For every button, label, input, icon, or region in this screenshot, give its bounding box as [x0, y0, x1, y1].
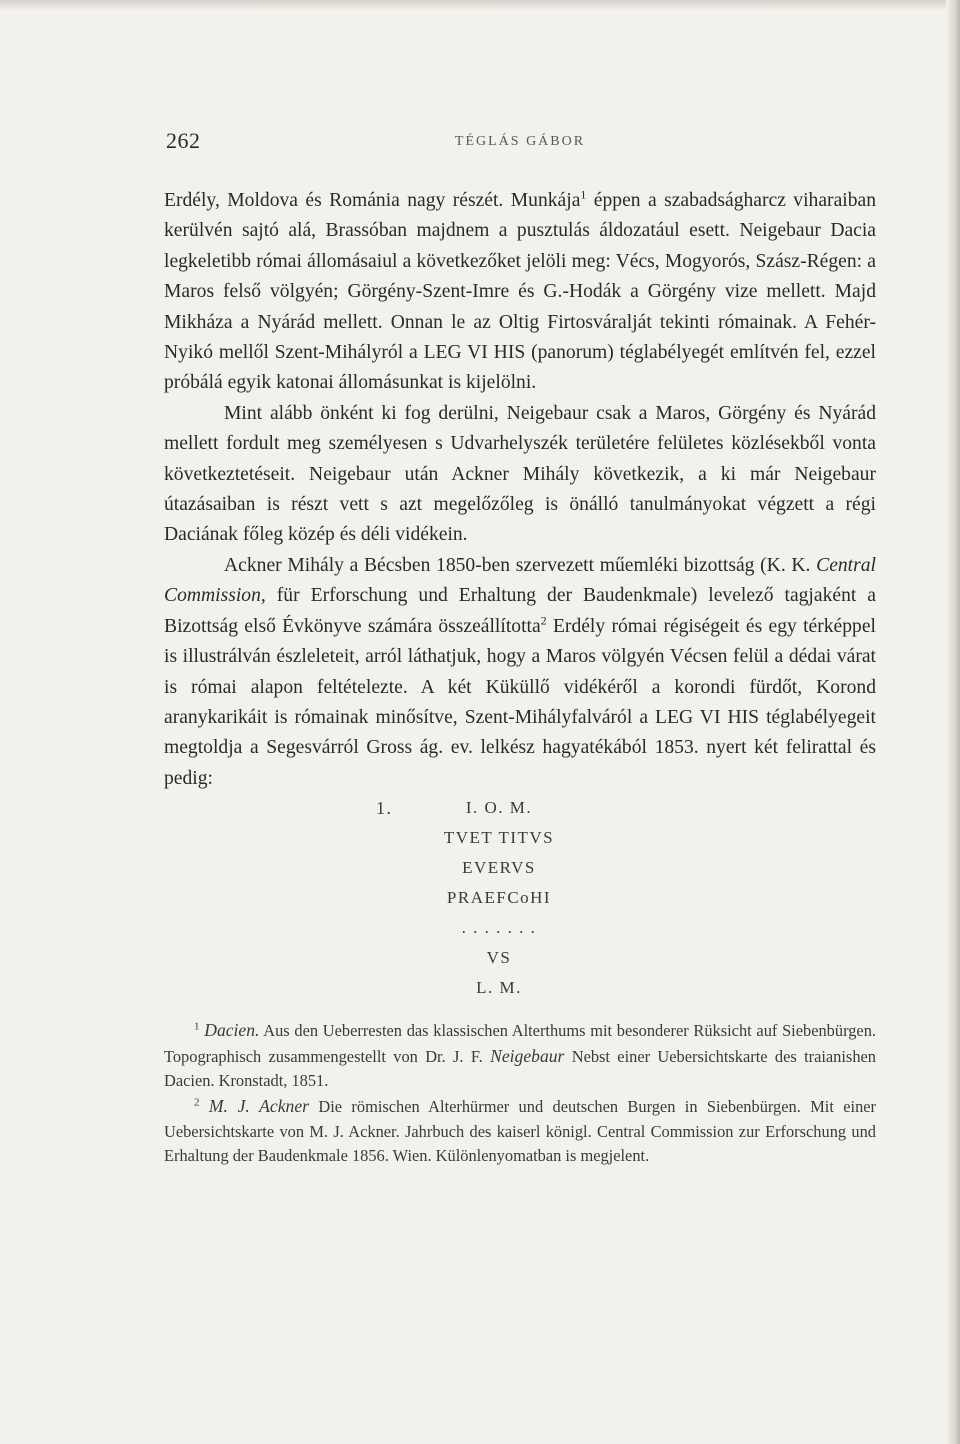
scan-top-edge — [0, 0, 960, 10]
paragraph-3-italic: Central Commission, — [164, 554, 876, 607]
page-header — [164, 128, 876, 168]
inscription-line: TVET TITVS — [443, 828, 555, 848]
inscription-line: . . . . . . . — [461, 918, 537, 938]
paragraph-2-text: Mint alább önként ki fog derülni, Neigebaur csak a Maros, Görgény és Nyárád mellett fordult meg személyesen s Udvarhelyszék területére felületes közlésekből vonta következtetéseit. Neigebaur után Ackner Mihály következik, a ki már Neigebaur útazásaiban is részt vett s azt megelőzőleg is önálló tanulmányokat végzett a régi Daciának főleg közép és déli vidékein. — [164, 402, 876, 546]
footnote-ref-2[interactable]: 2 — [540, 613, 547, 628]
inscription-line: L. M. — [476, 978, 522, 998]
paragraph-3-text-b: für Erforschung und Erhaltung der Baudenkmale) levelező tagjaként a Bizottság első Évkönyve számára összeállította — [164, 585, 876, 637]
inscription-line: PRAEFCoHI — [446, 888, 552, 908]
page-number: 262 — [166, 128, 201, 153]
running-head: TÉGLÁS GÁBOR — [454, 134, 586, 149]
footnote-1 — [164, 1018, 876, 1094]
footnote-1-text-b: Nebst einer Uebersichtskarte des traianishen Dacien. Kronstadt, 1851. — [164, 1046, 876, 1091]
paragraph-3-text-c: Erdély római régiségeit és egy térképpel is illustrálván észleleteit, arról láthatjuk, hogy a Maros völgyén Vécsen felül a dédai várat is római alapon feltételezte. A két Küküllő vidékéről a korondi fürdőt, Korond aranykarikáit is rómainak minősítve, Szent-Mihályfalváról a LEG VI HIS téglabélyegeit megtoldja a Segesvárról Gross ág. ev. lelkész hagyatékából 1853. nyert két felirattal és pedig: — [164, 615, 876, 789]
book-page — [164, 128, 876, 1169]
inscription — [164, 798, 876, 1012]
paragraph-2 — [164, 399, 876, 551]
scan-right-edge — [946, 0, 960, 1444]
inscription-line: I. O. M. — [465, 798, 533, 818]
footnote-1-text-a: Aus den Ueberresten das klassischen Alterthums mit besonderer Rüksicht auf Siebenbürgen. Topographisch zusammengestellt von Dr. J. F. — [164, 1021, 876, 1066]
footnote-1-title: Dacien. — [204, 1020, 260, 1041]
footnotes — [164, 1018, 876, 1169]
footnote-2 — [164, 1094, 876, 1169]
paragraph-3-text-a: Ackner Mihály a Bécsben 1850-ben szervezett műemléki bizottság (K. K. — [224, 554, 817, 576]
footnote-2-author: M. J. Ackner — [208, 1095, 310, 1116]
footnote-1-author: Neigebaur — [490, 1045, 565, 1066]
inscription-line: VS — [486, 948, 512, 968]
footnote-2-mark: 2 — [194, 1096, 200, 1109]
footnote-ref-1[interactable]: 1 — [580, 187, 587, 202]
inscription-number: 1. — [376, 798, 393, 819]
body-text — [164, 186, 876, 794]
paragraph-1 — [164, 186, 876, 399]
paragraph-1-text-a: Erdély, Moldova és Románia nagy részét. Munkája — [164, 190, 581, 211]
inscription-line: EVERVS — [462, 858, 536, 878]
paragraph-3 — [164, 551, 876, 794]
footnote-1-mark: 1 — [194, 1020, 200, 1033]
paragraph-1-text-b: éppen a szabadságharcz viharaiban kerülvén sajtó alá, Brassóban majdnem a pusztulás áldozatául esett. Neigebaur Dacia legkeletibb római állomásaiul a következőket jelöli meg: Vécs, Mogyorós, Szász-Régen: a Maros felső völgyén; Görgény-Szent-Imre és G.-Hodák a Görgény vize mellett. Majd Mikháza a Nyárád mellett. Onnan le az Oltig Firtosváralját tekinti rómainak. A Fehér-Nyikó mellől Szent-Mihályról a LEG VI HIS (panorum) téglabélyegét említvén fel, ezzel próbálá egyik katonai állomásunkat is kijelölni. — [164, 190, 877, 394]
footnote-2-text: Die römischen Alterhürmer und deutschen Burgen in Siebenbürgen. Mit einer Uebersichtskarte von M. J. Ackner. Jahrbuch des kaiserl königl. Central Commission zur Erforschung und Erhaltung der Baudenkmale 1856. Wien. Különlenyomatban is megjelent. — [164, 1096, 877, 1166]
